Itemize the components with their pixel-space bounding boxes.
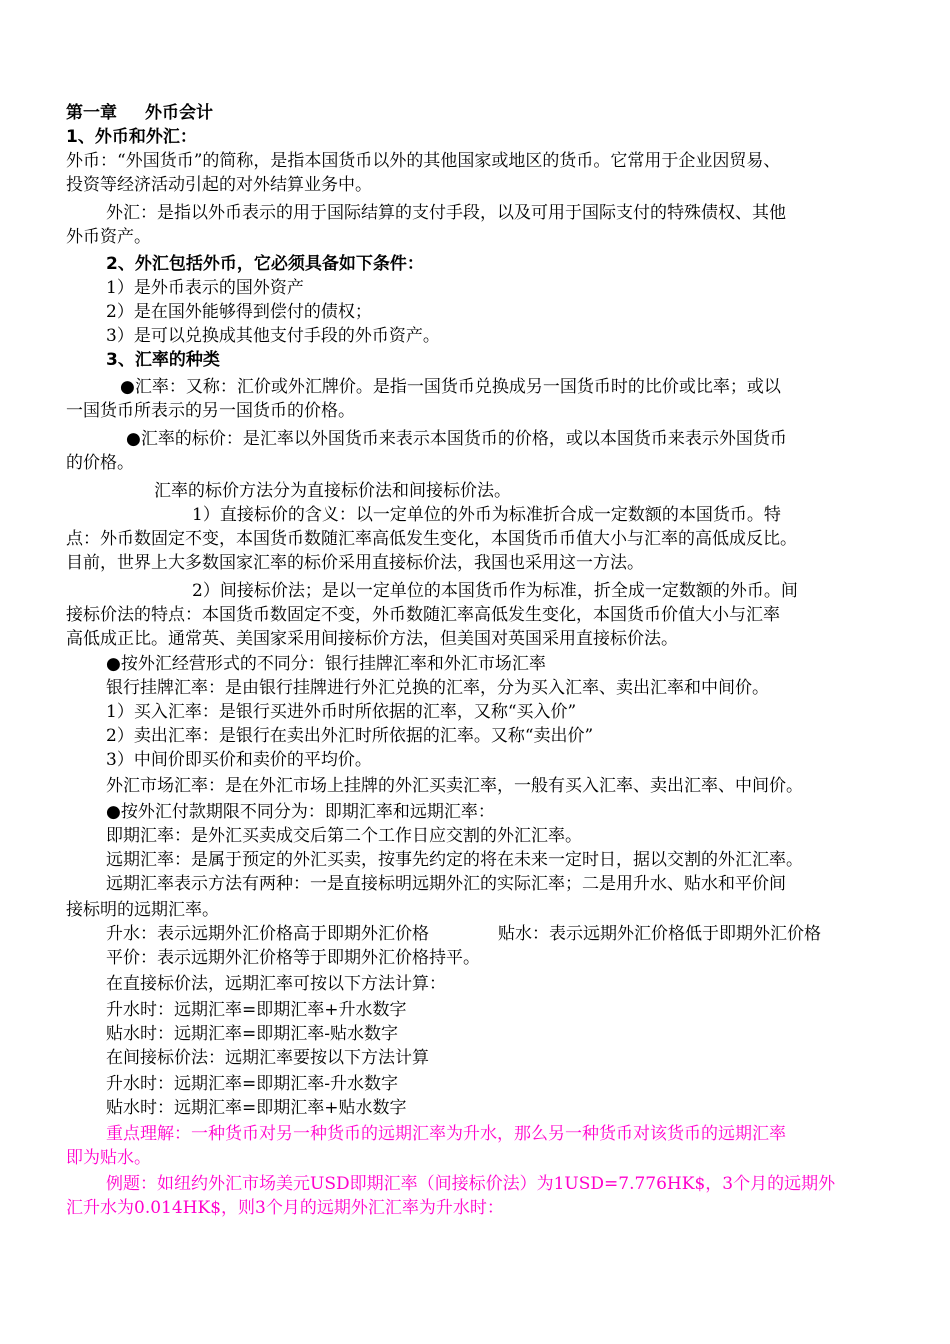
paragraph-line: 接标价法的特点：本国货币数固定不变，外币数随汇率高低发生变化，本国货币价值大小与汇率 <box>66 605 780 625</box>
section-heading-3: 3、汇率的种类 <box>106 350 220 370</box>
paragraph-line: 1）直接标价的含义：以一定单位的外币为标准折合成一定数额的本国货币。特 <box>192 505 781 525</box>
formula-line: 升水时：远期汇率=即期汇率+升水数字 <box>106 1000 407 1020</box>
list-item: 2）是在国外能够得到偿付的债权； <box>106 302 372 322</box>
paragraph-line: 银行挂牌汇率：是由银行挂牌进行外汇兑换的汇率，分为买入汇率、卖出汇率和中间价。 <box>106 678 769 698</box>
paragraph-line: 平价：表示远期外汇价格等于即期外汇价格持平。 <box>106 948 480 968</box>
paragraph-line: ●按外汇付款期限不同分为：即期汇率和远期汇率： <box>106 802 495 822</box>
key-point-line: 即为贴水。 <box>66 1148 151 1168</box>
chapter-number: 第一章 <box>66 103 117 123</box>
paragraph-line: 即期汇率：是外汇买卖成交后第二个工作日应交割的外汇汇率。 <box>106 826 582 846</box>
paragraph-line: ●按外汇经营形式的不同分：银行挂牌汇率和外汇市场汇率 <box>106 654 546 674</box>
chapter-heading <box>66 101 213 125</box>
paragraph-line: 在直接标价法，远期汇率可按以下方法计算： <box>106 974 446 994</box>
paragraph-line: 投资等经济活动引起的对外结算业务中。 <box>66 175 372 195</box>
example-line: 汇升水为0.014HK$，则3个月的远期外汇汇率为升水时： <box>66 1198 504 1218</box>
paragraph-line: ●汇率的标价：是汇率以外国货币来表示本国货币的价格，或以本国货币来表示外国货币 <box>126 429 787 449</box>
paragraph-line: 高低成正比。通常英、美国家采用间接标价方法，但美国对英国采用直接标价法。 <box>66 629 678 649</box>
example-line: 例题：如纽约外汇市场美元USD即期汇率（间接标价法）为1USD=7.776HK$，3个月的远期外 <box>106 1174 836 1194</box>
list-item: 1）是外币表示的国外资产 <box>106 278 304 298</box>
paragraph-line: 外币资产。 <box>66 227 151 247</box>
formula-line: 升水时：远期汇率=即期汇率-升水数字 <box>106 1074 398 1094</box>
paragraph-line: 一国货币所表示的另一国货币的价格。 <box>66 401 355 421</box>
section-heading-1: 1、外币和外汇： <box>66 127 197 147</box>
paragraph-line: 2）间接标价法；是以一定单位的本国货币作为标准，折全成一定数额的外币。间 <box>192 581 798 601</box>
paragraph-line: 外币：“外国货币”的简称，是指本国货币以外的其他国家或地区的货币。它常用于企业因贸易、 <box>66 151 781 171</box>
paragraph-line: ●汇率：又称：汇价或外汇牌价。是指一国货币兑换成另一国货币时的比价或比率；或以 <box>120 377 781 397</box>
list-item: 3）是可以兑换成其他支付手段的外币资产。 <box>106 326 440 346</box>
paragraph-line: 的价格。 <box>66 453 134 473</box>
formula-line: 贴水时：远期汇率=即期汇率-贴水数字 <box>106 1024 398 1044</box>
paragraph-line: 在间接标价法：远期汇率要按以下方法计算 <box>106 1048 429 1068</box>
key-point-line: 重点理解：一种货币对另一种货币的远期汇率为升水，那么另一种货币对该货币的远期汇率 <box>106 1124 786 1144</box>
list-item: 1）买入汇率：是银行买进外币时所依据的汇率，又称“买入价” <box>106 702 577 722</box>
section-heading-2: 2、外汇包括外币，它必须具备如下条件： <box>106 254 424 274</box>
paragraph-line: 外汇：是指以外币表示的用于国际结算的支付手段，以及可用于国际支付的特殊债权、其他 <box>106 203 786 223</box>
paragraph-line: 外汇市场汇率：是在外汇市场上挂牌的外汇买卖汇率，一般有买入汇率、卖出汇率、中间价。 <box>106 776 803 796</box>
paragraph-line: 远期汇率：是属于预定的外汇买卖，按事先约定的将在未来一定时日，据以交割的外汇汇率。 <box>106 850 803 870</box>
paragraph-line: 接标明的远期汇率。 <box>66 900 219 920</box>
paragraph-line: 远期汇率表示方法有两种：一是直接标明远期外汇的实际汇率；二是用升水、贴水和平价间 <box>106 874 786 894</box>
list-item: 2）卖出汇率：是银行在卖出外汇时所依据的汇率。又称“卖出价” <box>106 726 594 746</box>
formula-line: 贴水时：远期汇率=即期汇率+贴水数字 <box>106 1098 407 1118</box>
paragraph-line: 汇率的标价方法分为直接标价法和间接标价法。 <box>154 481 511 501</box>
paragraph-line: 点：外币数固定不变，本国货币数随汇率高低发生变化，本国货币币值大小与汇率的高低成反比。 <box>66 529 797 549</box>
discount-definition: 贴水：表示远期外汇价格低于即期外汇价格 <box>498 924 821 944</box>
premium-definition: 升水：表示远期外汇价格高于即期外汇价格 <box>106 924 429 944</box>
list-item: 3）中间价即买价和卖价的平均价。 <box>106 750 372 770</box>
chapter-title: 外币会计 <box>145 103 213 123</box>
paragraph-line: 目前，世界上大多数国家汇率的标价采用直接标价法，我国也采用这一方法。 <box>66 553 644 573</box>
